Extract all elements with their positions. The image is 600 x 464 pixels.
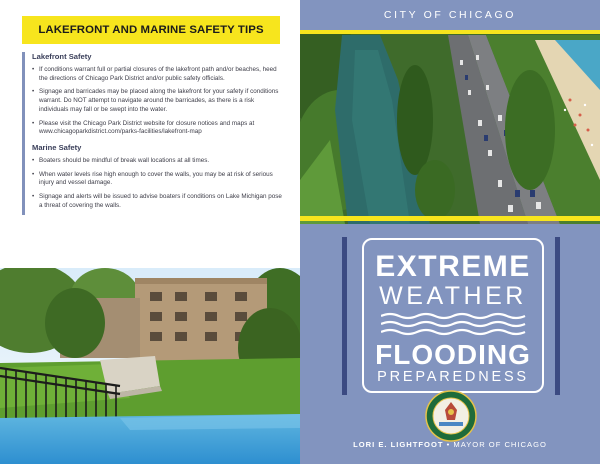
city-label: CITY OF CHICAGO (383, 9, 517, 21)
marine-bullet: • When water levels rise high enough to cover the walls, you may be at risk of serious injury and vessel damage. (32, 170, 273, 187)
side-bar-left (342, 237, 347, 395)
lakefront-bullet: • Please visit the Chicago Park District website for closure notices and maps at www.chicagoparkdistrict.com/parks-facilities/lakefront-map (32, 119, 255, 136)
accent-bar-bottom (300, 216, 600, 221)
mayor-title: MAYOR OF CHICAGO (453, 440, 547, 449)
mayor-credit (300, 440, 600, 449)
mayor-name: LORI E. LIGHTFOOT (353, 440, 444, 449)
lake-shore-drive-aerial-photo (300, 30, 600, 224)
title-weather: WEATHER (379, 282, 527, 310)
title-box (362, 238, 544, 393)
city-seal-icon (425, 390, 477, 442)
marine-bullet: • Signage and alerts will be issued to advise boaters if conditions on Lake Michigan pose a threat of covering the walls. (32, 193, 282, 209)
lakefront-safety-heading: Lakefront Safety (32, 52, 92, 61)
tips-body (22, 52, 284, 215)
tips-banner (22, 16, 280, 44)
mayor-separator: • (443, 440, 454, 449)
marine-safety-heading: Marine Safety (32, 142, 82, 152)
accent-bar-top (300, 30, 600, 34)
title-flooding: FLOODING (375, 339, 531, 370)
title-preparedness: PREPAREDNESS (377, 369, 529, 385)
lakefront-bullet: • If conditions warrant full or partial closures of the lakefront path and/or beaches, heed the directions of Chicago Park District and/or public safety officials. (32, 66, 277, 82)
waves-icon (381, 312, 527, 336)
marine-bullet: • Boaters should be mindful of break wall locations at all times. (32, 156, 210, 164)
title-extreme: EXTREME (375, 250, 531, 283)
lakefront-bullet: • Signage and barricades may be placed along the lakefront for your safety if conditions warrant. Do NOT attempt to navigate around the barricades, as there is a risk individuals may fall or be swept into the water. (32, 88, 279, 113)
tips-banner-title: LAKEFRONT AND MARINE SAFETY TIPS (38, 24, 264, 36)
lakeside-apartment-photo (0, 268, 300, 464)
side-bar-right (555, 237, 560, 395)
